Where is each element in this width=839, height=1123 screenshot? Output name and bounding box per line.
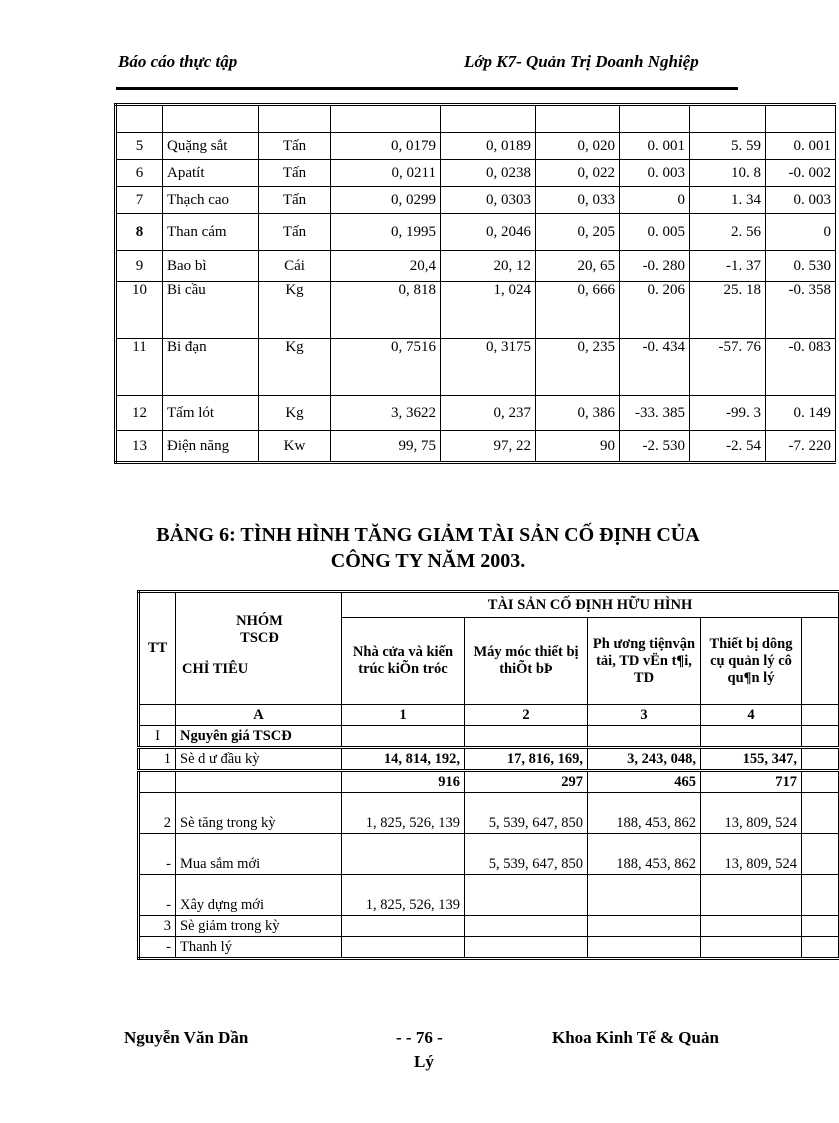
value-cell: 155, 347, bbox=[701, 748, 802, 771]
table-cell: -57. 76 bbox=[690, 339, 766, 396]
value-cell: 188, 453, 862 bbox=[588, 834, 701, 875]
value-cell: 5, 539, 647, 850 bbox=[465, 793, 588, 834]
fixed-assets-table bbox=[137, 590, 839, 960]
table-cell: 0, 0189 bbox=[441, 133, 536, 160]
table-cell: 0, 666 bbox=[536, 282, 620, 339]
header-col-1: Nhà cửa và kiến trúc kiÕn tróc bbox=[342, 618, 465, 705]
table-cell: -0. 083 bbox=[766, 339, 836, 396]
value-cell bbox=[465, 875, 588, 916]
table-cell: -0. 434 bbox=[620, 339, 690, 396]
table-row bbox=[116, 339, 836, 396]
table-cell: Cái bbox=[259, 251, 331, 282]
table-cell: 0. 005 bbox=[620, 214, 690, 251]
table-cell: 0, 2046 bbox=[441, 214, 536, 251]
value-cell: 5, 539, 647, 850 bbox=[465, 834, 588, 875]
table-cell: 12 bbox=[116, 396, 163, 431]
header-col-2: Máy móc thiết bị thiÕt bÞ bbox=[465, 618, 588, 705]
table-cell: 97, 22 bbox=[441, 431, 536, 463]
header-tt: TT bbox=[139, 592, 176, 705]
row-tt: - bbox=[139, 875, 176, 916]
row-tt: - bbox=[139, 834, 176, 875]
table-cell bbox=[259, 105, 331, 133]
table-cell: 8 bbox=[116, 214, 163, 251]
table-cell: 6 bbox=[116, 160, 163, 187]
table-cell: Tấn bbox=[259, 133, 331, 160]
table-cell bbox=[116, 105, 163, 133]
table-row bbox=[116, 431, 836, 463]
cell bbox=[802, 705, 839, 726]
value-cell bbox=[342, 834, 465, 875]
table-cell: 0, 0303 bbox=[441, 187, 536, 214]
table-cell: 0, 237 bbox=[441, 396, 536, 431]
cell bbox=[139, 705, 176, 726]
row-label: Sè giảm trong kỳ bbox=[176, 916, 342, 937]
header-letter: A bbox=[176, 705, 342, 726]
item-name: Than cám bbox=[163, 214, 259, 251]
footer-department: Khoa Kinh Tế & Quản bbox=[552, 1028, 719, 1047]
table-cell: 3, 3622 bbox=[331, 396, 441, 431]
table-cell: 0, 1995 bbox=[331, 214, 441, 251]
header-num-3: 3 bbox=[588, 705, 701, 726]
item-name: Thạch cao bbox=[163, 187, 259, 214]
table-cell bbox=[331, 105, 441, 133]
table-cell: -2. 54 bbox=[690, 431, 766, 463]
item-name: Bi cầu bbox=[163, 282, 259, 339]
header-col-5 bbox=[802, 618, 839, 705]
value-cell: 1, 825, 526, 139 bbox=[342, 875, 465, 916]
value-cell: 297 bbox=[465, 771, 588, 793]
item-name: Điện năng bbox=[163, 431, 259, 463]
table-row bbox=[116, 160, 836, 187]
table-cell: 11 bbox=[116, 339, 163, 396]
table-cell: 20, 65 bbox=[536, 251, 620, 282]
footer-department-2: Lý bbox=[414, 1052, 434, 1071]
table-cell: 0. 001 bbox=[766, 133, 836, 160]
table-cell: Tấn bbox=[259, 214, 331, 251]
table-cell: 0, 0299 bbox=[331, 187, 441, 214]
item-name: Apatít bbox=[163, 160, 259, 187]
header-group-2: TSCĐ bbox=[240, 630, 279, 646]
row-label: Nguyên giá TSCĐ bbox=[176, 726, 342, 748]
table-cell: Kg bbox=[259, 339, 331, 396]
table-cell: -7. 220 bbox=[766, 431, 836, 463]
table-cell: 5 bbox=[116, 133, 163, 160]
row-tt: 2 bbox=[139, 793, 176, 834]
row-label: Mua sắm mới bbox=[176, 834, 342, 875]
table-cell: 0, 0211 bbox=[331, 160, 441, 187]
table-cell: 0, 205 bbox=[536, 214, 620, 251]
table-cell: 0, 020 bbox=[536, 133, 620, 160]
table-cell: 10 bbox=[116, 282, 163, 339]
table-cell bbox=[441, 105, 536, 133]
value-cell: 916 bbox=[342, 771, 465, 793]
table-cell: 25. 18 bbox=[690, 282, 766, 339]
table-cell: 5. 59 bbox=[690, 133, 766, 160]
table-cell: 0. 003 bbox=[766, 187, 836, 214]
row-tt: 3 bbox=[139, 916, 176, 937]
table-cell: 0. 206 bbox=[620, 282, 690, 339]
table-cell: 0 bbox=[620, 187, 690, 214]
page-header bbox=[118, 52, 738, 78]
table-cell: 20, 12 bbox=[441, 251, 536, 282]
item-name: Tấm lót bbox=[163, 396, 259, 431]
header-super: TÀI SẢN CỐ ĐỊNH HỮU HÌNH bbox=[342, 592, 839, 618]
table-title-line2: CÔNG TY NĂM 2003. bbox=[330, 550, 526, 572]
table-cell: -99. 3 bbox=[690, 396, 766, 431]
row-tt: 1 bbox=[139, 748, 176, 771]
header-left: Báo cáo thực tập bbox=[118, 52, 238, 71]
materials-table bbox=[114, 103, 836, 464]
table-cell bbox=[536, 105, 620, 133]
table-cell: 0 bbox=[766, 214, 836, 251]
row-label: Thanh lý bbox=[176, 937, 342, 959]
table-cell: -33. 385 bbox=[620, 396, 690, 431]
table-cell: -2. 530 bbox=[620, 431, 690, 463]
table-cell: 0, 0238 bbox=[441, 160, 536, 187]
table-cell: 0. 530 bbox=[766, 251, 836, 282]
table-cell: Kw bbox=[259, 431, 331, 463]
table-cell: 0, 7516 bbox=[331, 339, 441, 396]
header-group bbox=[176, 592, 342, 705]
table-cell: -0. 280 bbox=[620, 251, 690, 282]
value-cell: 13, 809, 524 bbox=[701, 793, 802, 834]
value-cell: 465 bbox=[588, 771, 701, 793]
table-row bbox=[116, 187, 836, 214]
row-tt: - bbox=[139, 937, 176, 959]
header-group-3: CHỈ TIÊU bbox=[182, 661, 249, 677]
row-label: Xây dựng mới bbox=[176, 875, 342, 916]
table-title-line1: BẢNG 6: TÌNH HÌNH TĂNG GIẢM TÀI SẢN CỐ ĐỊNH CỦA bbox=[156, 524, 700, 546]
table-cell: 0, 3175 bbox=[441, 339, 536, 396]
table-cell: Kg bbox=[259, 396, 331, 431]
table-cell: 0, 818 bbox=[331, 282, 441, 339]
table-cell bbox=[620, 105, 690, 133]
table-row bbox=[116, 396, 836, 431]
table-cell: Kg bbox=[259, 282, 331, 339]
table-row bbox=[116, 105, 836, 133]
table-cell: Tấn bbox=[259, 187, 331, 214]
table-cell: 0. 001 bbox=[620, 133, 690, 160]
table-cell: 0. 003 bbox=[620, 160, 690, 187]
header-num-2: 2 bbox=[465, 705, 588, 726]
table-cell: 1. 34 bbox=[690, 187, 766, 214]
table-cell: 1, 024 bbox=[441, 282, 536, 339]
table-cell: 0, 235 bbox=[536, 339, 620, 396]
table-cell: 0. 149 bbox=[766, 396, 836, 431]
table-cell: 2. 56 bbox=[690, 214, 766, 251]
table-cell: 10. 8 bbox=[690, 160, 766, 187]
table-cell: 9 bbox=[116, 251, 163, 282]
table-row bbox=[116, 133, 836, 160]
row-label: Sè tăng trong kỳ bbox=[176, 793, 342, 834]
table-cell: Tấn bbox=[259, 160, 331, 187]
table-cell bbox=[690, 105, 766, 133]
header-right: Lớp K7- Quản Trị Doanh Nghiệp bbox=[464, 52, 699, 71]
header-rule bbox=[116, 87, 738, 90]
header-num-1: 1 bbox=[342, 705, 465, 726]
table-cell: 99, 75 bbox=[331, 431, 441, 463]
item-name bbox=[163, 105, 259, 133]
table-cell bbox=[766, 105, 836, 133]
value-cell: 1, 825, 526, 139 bbox=[342, 793, 465, 834]
item-name: Quặng sắt bbox=[163, 133, 259, 160]
value-cell: 17, 816, 169, bbox=[465, 748, 588, 771]
header-num-4: 4 bbox=[701, 705, 802, 726]
item-name: Bi đạn bbox=[163, 339, 259, 396]
table-row bbox=[116, 251, 836, 282]
item-name: Bao bì bbox=[163, 251, 259, 282]
row-label: Sè d ư đầu kỳ bbox=[176, 748, 342, 771]
table-cell: 20,4 bbox=[331, 251, 441, 282]
table-cell: 0, 022 bbox=[536, 160, 620, 187]
value-cell: 717 bbox=[701, 771, 802, 793]
table-cell: 13 bbox=[116, 431, 163, 463]
table-cell: -0. 358 bbox=[766, 282, 836, 339]
table-cell: 90 bbox=[536, 431, 620, 463]
header-group-1: NHÓM bbox=[236, 613, 283, 629]
value-cell bbox=[701, 875, 802, 916]
value-cell: 14, 814, 192, bbox=[342, 748, 465, 771]
table-cell: -0. 002 bbox=[766, 160, 836, 187]
table-row bbox=[116, 282, 836, 339]
table-row bbox=[116, 214, 836, 251]
value-cell: 188, 453, 862 bbox=[588, 793, 701, 834]
table-cell: 0, 386 bbox=[536, 396, 620, 431]
value-cell bbox=[588, 875, 701, 916]
table-cell: -1. 37 bbox=[690, 251, 766, 282]
header-col-3: Ph ương tiệnvận tải, TD vËn t¶i, TD bbox=[588, 618, 701, 705]
row-tt: I bbox=[139, 726, 176, 748]
value-cell: 13, 809, 524 bbox=[701, 834, 802, 875]
footer-page-number: - - 76 - bbox=[396, 1028, 443, 1047]
footer-author: Nguyễn Văn Dần bbox=[124, 1028, 249, 1047]
header-col-4: Thiết bị dông cụ quản lý cô qu¶n lý bbox=[701, 618, 802, 705]
value-cell: 3, 243, 048, bbox=[588, 748, 701, 771]
table-cell: 7 bbox=[116, 187, 163, 214]
table-cell: 0, 0179 bbox=[331, 133, 441, 160]
table-cell: 0, 033 bbox=[536, 187, 620, 214]
